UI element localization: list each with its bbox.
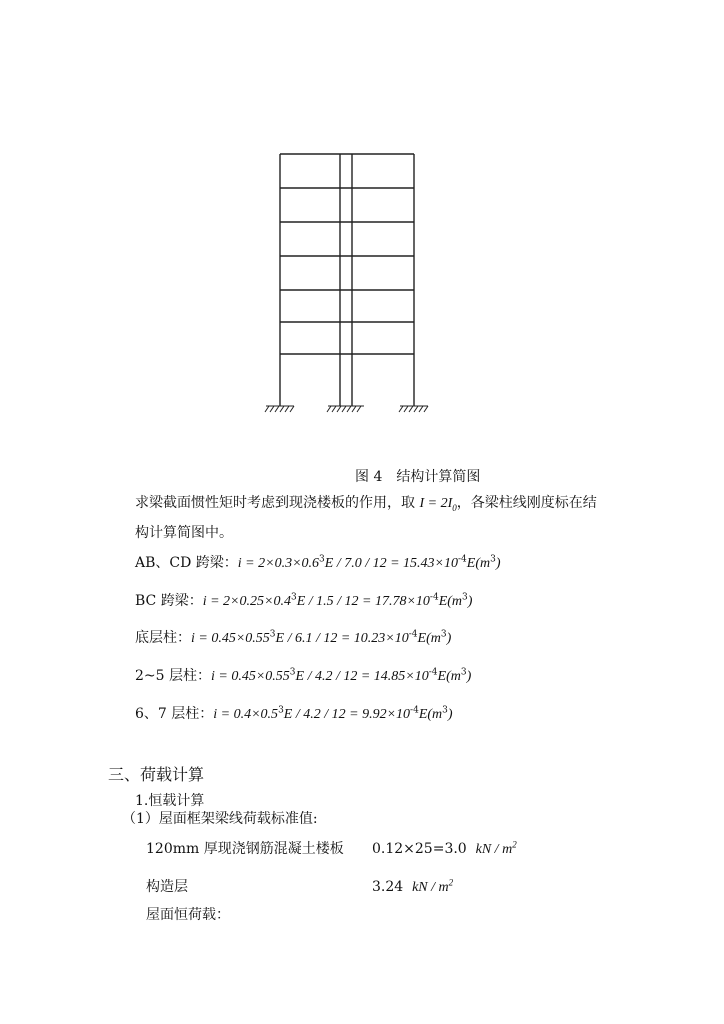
stiffness-f4: ) — [467, 594, 473, 609]
stiffness-row — [135, 592, 472, 611]
stiffness-row — [135, 705, 453, 724]
stiffness-f3: E(m — [418, 707, 443, 722]
stiffness-label: BC 跨梁： — [135, 593, 203, 609]
load-item-value — [372, 840, 517, 859]
intro-text-a: 求梁截面惯性矩时考虑到现浇楼板的作用，取 — [135, 495, 420, 511]
stiffness-sup3: 3 — [442, 705, 448, 716]
stiffness-row — [135, 667, 471, 686]
load-item-name: 120mm 厚现浇钢筋混凝土楼板 — [146, 841, 344, 857]
stiffness-f3: E(m — [437, 669, 461, 684]
stiffness-f2: E / 4.2 / 12 = 14.85×10 — [295, 669, 429, 684]
stiffness-sup1: 3 — [290, 592, 297, 603]
load-unit: kN / m — [475, 842, 513, 857]
load-unit: kN / m — [412, 880, 449, 895]
stiffness-f3: E(m — [438, 594, 463, 609]
stiffness-sup3: 3 — [490, 554, 496, 565]
stiffness-f4: ) — [495, 556, 501, 571]
stiffness-sup1: 3 — [269, 629, 276, 640]
intro-line-2: 构计算简图中。 — [135, 525, 233, 541]
stiffness-sup2: -4 — [408, 629, 418, 640]
load-item-name: 构造层 — [146, 879, 188, 895]
intro-text-b: ，各梁柱线刚度标在结 — [456, 495, 597, 511]
stiffness-f1: i = 0.45×0.55 — [211, 669, 290, 684]
stiffness-sup1: 3 — [278, 705, 284, 716]
stiffness-f4: ) — [466, 669, 472, 684]
stiffness-f3: E(m — [417, 631, 441, 646]
stiffness-sup3: 3 — [462, 592, 468, 603]
stiffness-f1: i = 2×0.25×0.4 — [202, 594, 291, 609]
intro-formula-sub: 0 — [452, 502, 457, 513]
intro-formula: I = 2I — [419, 496, 453, 511]
stiffness-f4: ) — [447, 707, 453, 722]
roof-dead-load-label: 屋面恒荷载： — [146, 907, 230, 923]
stiffness-label: 2~5 层柱： — [135, 668, 211, 684]
stiffness-f1: i = 0.45×0.55 — [191, 631, 270, 646]
stiffness-f2: E / 6.1 / 12 = 10.23×10 — [275, 631, 409, 646]
stiffness-f4: ) — [446, 631, 452, 646]
figure-caption: 图 4 结构计算简图 — [355, 469, 481, 485]
stiffness-sup3: 3 — [440, 629, 447, 640]
subsection-heading: 1.恒载计算 — [135, 793, 205, 809]
stiffness-f2: E / 7.0 / 12 = 15.43×10 — [324, 556, 458, 571]
stiffness-f2: E / 4.2 / 12 = 9.92×10 — [283, 707, 411, 722]
stiffness-f1: i = 0.4×0.5 — [213, 707, 279, 722]
subsection-heading-2: （1）屋面框架梁线荷载标准值: — [122, 811, 318, 827]
stiffness-row — [135, 629, 451, 648]
stiffness-sup3: 3 — [460, 667, 467, 678]
stiffness-label: 6、7 层柱： — [135, 706, 214, 722]
load-value: 0.12×25=3.0 — [372, 841, 467, 857]
stiffness-sup1: 3 — [289, 667, 296, 678]
intro-line-1 — [135, 494, 597, 513]
stiffness-sup2: -4 — [410, 705, 419, 716]
stiffness-sup2: -4 — [458, 554, 467, 565]
structure-frame-diagram — [262, 148, 432, 420]
load-unit-sup: 2 — [448, 877, 454, 888]
stiffness-label: AB、CD 跨梁： — [135, 555, 238, 571]
stiffness-row — [135, 554, 501, 573]
load-unit-sup: 2 — [512, 839, 517, 850]
stiffness-sup2: -4 — [428, 667, 438, 678]
load-value: 3.24 — [372, 879, 404, 895]
load-item-value — [372, 878, 453, 897]
stiffness-f2: E / 1.5 / 12 = 17.78×10 — [296, 594, 430, 609]
stiffness-sup2: -4 — [429, 592, 439, 603]
stiffness-f3: E(m — [466, 556, 491, 571]
stiffness-f1: i = 2×0.3×0.6 — [237, 556, 320, 571]
stiffness-sup1: 3 — [319, 554, 325, 565]
stiffness-label: 底层柱： — [135, 630, 191, 646]
section-heading: 三、荷载计算 — [108, 765, 205, 784]
